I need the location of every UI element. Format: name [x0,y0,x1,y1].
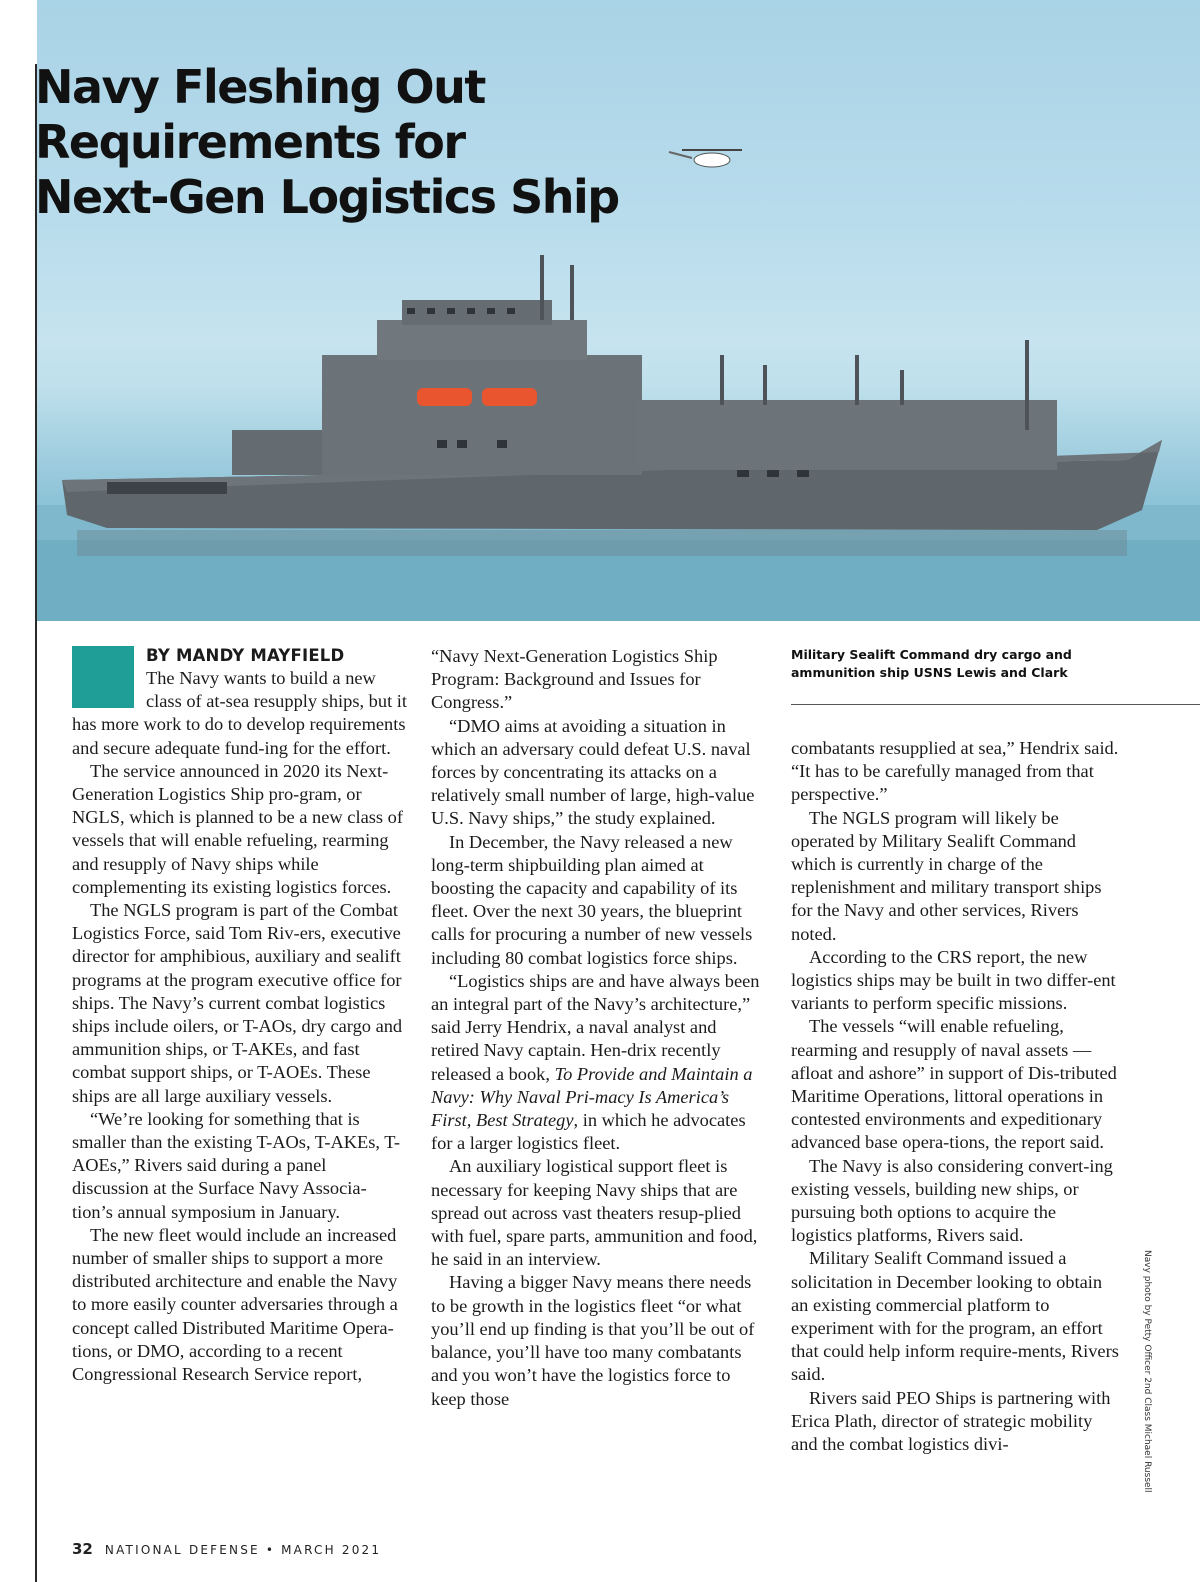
article-column-1 [72,645,407,1386]
paragraph: According to the CRS report, the new logistics ships may be built in two differ-ent variants to perform specific missions. [791,946,1116,1014]
paragraph-text: “Logistics ships are and have always been an integral part of the Navy’s architecture,” said Jerry Hendrix, a naval analyst and retired Navy captain. Hen-drix recently released a book, [431,970,760,1084]
paragraph-1-text: The Navy wants to build a new class of at-sea resupply ships, but it has more work to do to develop requirements and secure adequate fund-ing for the effort. [72,668,407,758]
dropcap-square [72,646,134,708]
byline: BY MANDY MAYFIELD [146,646,345,665]
book-title: To Provide and Maintain a Navy: Why Naval Pri-macy Is America’s First, Best Strategy [431,1063,753,1131]
paragraph: The NGLS program is part of the Combat Logistics Force, said Tom Riv-ers, executive director for amphibious, auxiliary and sealift programs at the program executive office for ships. The Navy’s current combat logistics ships include oilers, or T-AOs, dry cargo and ammunition ships, or T-AKEs, and fast combat support ships, or T-AOEs. These ships are all large auxiliary vessels. [72,900,403,1106]
paragraph: “DMO aims at avoiding a situation in which an adversary could defeat U.S. naval forces by concentrating its attacks on a relatively small number of large, high-value U.S. Navy ships,” the study explained. [431,715,755,829]
paragraph: In December, the Navy released a new long-term shipbuilding plan aimed at boosting the capacity and capability of its fleet. Over the next 30 years, the blueprint calls for procuring a number of new vessels including 80 combat logistics force ships. [431,831,753,968]
headline-line-1: Navy Fleshing Out [35,60,485,114]
paragraph: Military Sealift Command issued a solicitation in December looking to obtain an existing commercial platform to experiment with for the program, an effort that could help inform require-ments, Rivers said. [791,1248,1119,1385]
paragraph-text: , in which he advocates for a larger logistics fleet. [431,1110,746,1154]
headline-line-2: Requirements for [35,115,465,169]
paragraph-book-mention [431,970,761,1156]
page-number: 32 [72,1540,93,1558]
paragraph: The vessels “will enable refueling, rearming and resupply of naval assets — afloat and ashore” in support of Dis-tributed Maritime Operations, littoral operations in contested environments and expeditionary advanced base opera-tions, the report said. [791,1016,1117,1153]
headline-line-3: Next-Gen Logistics Ship [35,170,619,224]
paragraph: The service announced in 2020 its Next-Generation Logistics Ship pro-gram, or NGLS, which is planned to be a new class of vessels that will enable refueling, rearming and resupply of Navy ships while complementing its existing logistics forces. [72,760,403,897]
paragraph: Rivers said PEO Ships is partnering with Erica Plath, director of strategic mobility and the combat logistics divi- [791,1387,1111,1455]
article-headline [35,60,655,225]
article-column-2 [431,645,761,1411]
paragraph: An auxiliary logistical support fleet is necessary for keeping Navy ships that are spread out across vast theaters resup-plied with fuel, spare parts, ammunition and food, he said in an interview. [431,1156,758,1270]
paragraph: The Navy is also considering convert-ing existing vessels, building new ships, or pursuing both options to acquire the logistics platforms, Rivers said. [791,1155,1113,1246]
photo-caption: Military Sealift Command dry cargo and ammunition ship USNS Lewis and Clark [791,647,1072,680]
paragraph-1 [72,667,407,760]
paragraph: The new fleet would include an increased number of smaller ships to support a more distributed architecture and enable the Navy to more easily counter adversaries through a concept called Distributed Maritime Opera-tions, or DMO, according to a recent Congressional Research Service report, [72,1224,398,1385]
paragraph: “We’re looking for something that is smaller than the existing T-AOs, T-AKEs, T-AOEs,” Rivers said during a panel discussion at the Surface Navy Associa-tion’s annual symposium in January. [72,1108,400,1222]
page-footer [72,1540,381,1558]
article-column-3 [791,737,1121,1456]
publication-info: NATIONAL DEFENSE • MARCH 2021 [104,1543,382,1557]
caption-divider [791,704,1200,705]
paragraph: “Navy Next-Generation Logistics Ship Program: Background and Issues for Congress.” [431,646,718,713]
paragraph: combatants resupplied at sea,” Hendrix said. “It has to be carefully managed from that perspective.” [791,738,1119,805]
paragraph: The NGLS program will likely be operated by Military Sealift Command which is currently in charge of the replenishment and military transport ships for the Navy and other services, Rivers noted. [791,807,1102,944]
paragraph: Having a bigger Navy means there needs to be growth in the logistics fleet “or what you’ll end up finding is that you’ll be out of balance, you’ll have too many combatants and you won’t have the logistics force to keep those [431,1272,755,1409]
photo-credit: Navy photo by Petty Officer 2nd Class Michael Russell [1142,1250,1152,1493]
